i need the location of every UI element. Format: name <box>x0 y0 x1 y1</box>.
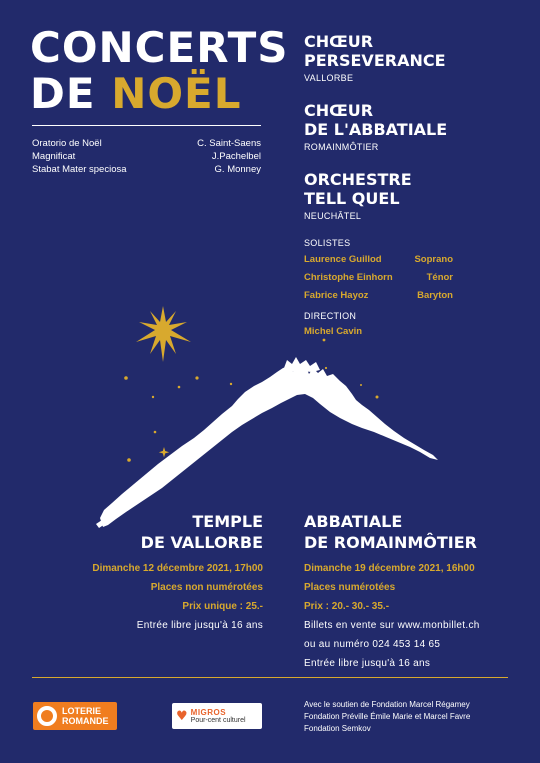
venue-left-date: Dimanche 12 décembre 2021, 17h00 <box>92 563 263 574</box>
migros-logo <box>172 703 262 729</box>
sponsor-line: Avec le soutien de Fondation Marcel Régamey <box>304 700 470 709</box>
soloist-voice: Soprano <box>414 254 453 265</box>
sponsor-line: Fondation Préville Émile Marie et Marcel Favre <box>304 712 471 721</box>
soloist-name: Christophe Einhorn <box>304 272 393 283</box>
soloist-name: Fabrice Hayoz <box>304 290 369 301</box>
ensemble-name-2: TELL QUEL <box>304 189 400 208</box>
migros-brand: MIGROS <box>190 707 227 717</box>
venue-left-seating: Places non numérotées <box>150 582 263 593</box>
venue-right-seating: Places numérotées <box>304 582 396 593</box>
venue-left-line1: TEMPLE <box>192 512 263 531</box>
ensemble-name-1: ORCHESTRE <box>304 170 412 189</box>
title-de: DE <box>30 69 96 118</box>
migros-text <box>191 708 246 725</box>
venue-right-phone: ou au numéro 024 453 14 65 <box>304 639 441 650</box>
venue-left-line2: DE VALLORBE <box>140 533 263 552</box>
soloist-voice: Ténor <box>426 272 453 283</box>
star-icon <box>136 306 191 362</box>
work-piece: Oratorio de Noël <box>32 138 102 149</box>
venue-right-line1: ABBATIALE <box>304 512 403 531</box>
direction-name: Michel Cavin <box>304 326 363 337</box>
direction-heading: DIRECTION <box>304 311 357 321</box>
loterie-circle-icon <box>37 706 57 726</box>
work-piece: Magnificat <box>32 151 76 162</box>
loterie-line1: LOTERIE <box>62 706 102 716</box>
work-composer: C. Saint-Saens <box>197 138 261 149</box>
venue-right-price: Prix : 20.- 30.- 35.- <box>304 601 390 612</box>
title-line-1: CONCERTS <box>30 23 289 72</box>
ensemble-name-1: CHŒUR <box>304 101 374 120</box>
title-noel: NOËL <box>111 69 242 118</box>
heart-icon: ♥ <box>176 708 188 724</box>
venue-right-tickets: Billets en vente sur www.monbillet.ch <box>304 620 480 631</box>
venue-right-line2: DE ROMAINMÔTIER <box>304 533 477 552</box>
ensemble-place: NEUCHÂTEL <box>304 211 362 221</box>
work-composer: J.Pachelbel <box>211 151 261 162</box>
sponsor-line: Fondation Semkov <box>304 724 371 733</box>
loterie-romande-logo <box>33 702 117 730</box>
venue-left-price: Prix unique : 25.- <box>182 601 263 612</box>
soloist-name: Laurence Guillod <box>304 254 382 265</box>
footer-rule <box>32 677 508 678</box>
venue-right-date: Dimanche 19 décembre 2021, 16h00 <box>304 563 475 574</box>
ensemble-name-1: CHŒUR <box>304 32 374 51</box>
venue-right <box>304 511 480 673</box>
ensemble-name-2: PERSEVERANCE <box>304 51 446 70</box>
sponsors-text <box>304 699 470 735</box>
venue-left <box>92 511 263 635</box>
ensemble-place: VALLORBE <box>304 73 354 83</box>
ensemble-name-2: DE L'ABBATIALE <box>304 120 448 139</box>
migros-sub: Pour-cent culturel <box>190 716 246 724</box>
venue-left-free: Entrée libre jusqu'à 16 ans <box>136 620 263 631</box>
soloist-voice: Baryton <box>417 290 453 301</box>
ensemble-place: ROMAINMÔTIER <box>304 142 379 152</box>
venue-right-free: Entrée libre jusqu'à 16 ans <box>304 658 431 669</box>
work-composer: G. Monney <box>214 164 261 175</box>
loterie-line2: ROMANDE <box>62 716 109 726</box>
work-piece: Stabat Mater speciosa <box>32 164 127 175</box>
soloists-heading: SOLISTES <box>304 238 351 248</box>
loterie-text <box>62 706 109 726</box>
mountain-shape <box>96 357 438 528</box>
